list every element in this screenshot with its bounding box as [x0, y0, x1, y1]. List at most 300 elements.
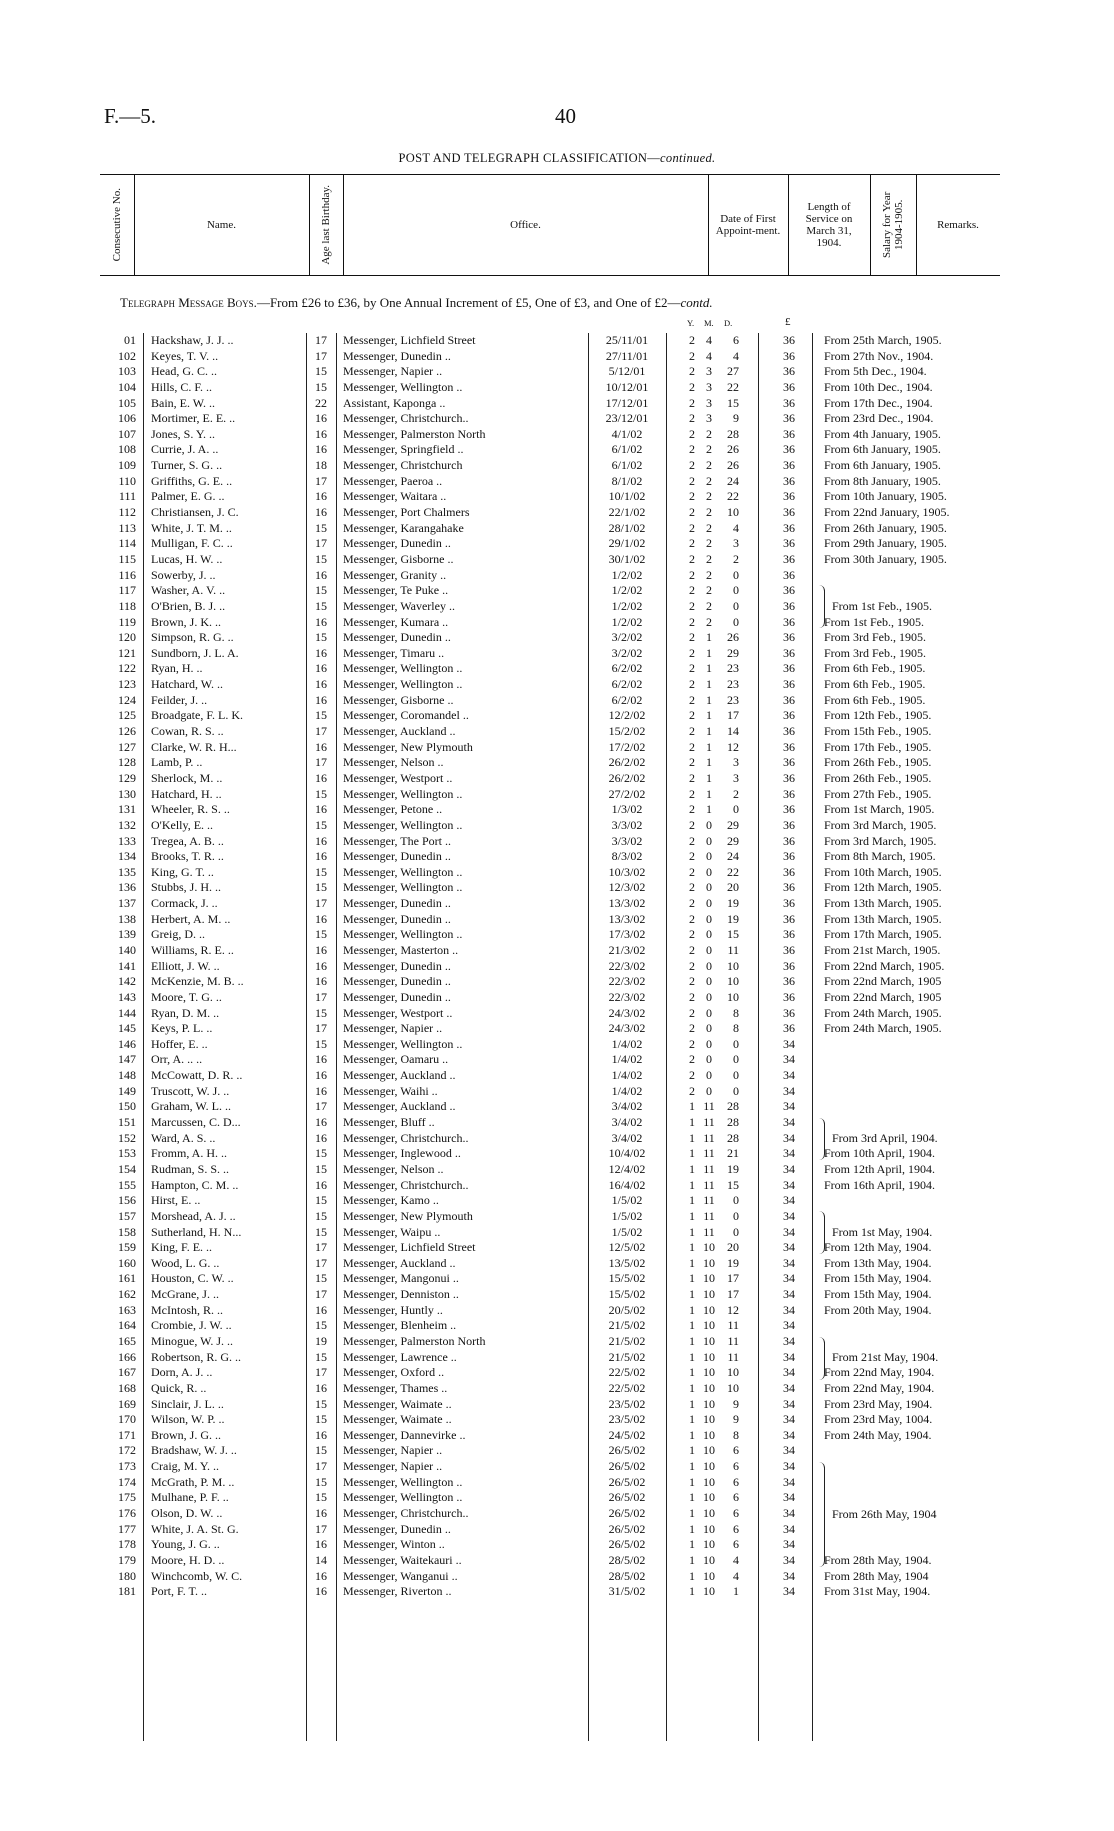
row-years: 1	[689, 1302, 695, 1317]
row-salary: 36	[783, 864, 795, 879]
row-age: 15	[315, 1396, 327, 1411]
row-age: 16	[315, 1427, 327, 1442]
row-salary: 34	[783, 1115, 795, 1130]
row-remark: From 15th May, 1904.	[824, 1271, 932, 1286]
row-years: 2	[689, 395, 695, 410]
row-months: 0	[706, 864, 712, 879]
row-office: Messenger, Oamaru ..	[343, 1052, 449, 1067]
row-date: 24/5/02	[608, 1427, 646, 1442]
row-months: 0	[706, 911, 712, 926]
row-number: 102	[118, 348, 136, 363]
row-months: 10	[703, 1365, 715, 1380]
row-number: 172	[118, 1443, 136, 1458]
table-row	[0, 427, 1114, 443]
row-salary: 36	[783, 426, 795, 441]
row-date: 1/4/02	[611, 1083, 643, 1098]
row-days: 28	[727, 1115, 739, 1130]
table-row	[0, 1178, 1114, 1194]
row-months: 10	[703, 1349, 715, 1364]
row-name: Cowan, R. S. ..	[151, 724, 224, 739]
row-years: 2	[689, 849, 695, 864]
row-office: Messenger, Wellington ..	[343, 817, 463, 832]
row-date: 27/2/02	[608, 786, 646, 801]
row-name: Wilson, W. P. ..	[151, 1412, 225, 1427]
row-number: 158	[118, 1224, 136, 1239]
row-number: 130	[118, 786, 136, 801]
row-name: Hatchard, H. ..	[151, 786, 222, 801]
row-age: 15	[315, 630, 327, 645]
row-months: 1	[706, 724, 712, 739]
row-name: Head, G. C. ..	[151, 364, 217, 379]
row-salary: 36	[783, 802, 795, 817]
row-number: 170	[118, 1412, 136, 1427]
row-days: 6	[733, 1459, 739, 1474]
row-office: Messenger, Wellington ..	[343, 661, 463, 676]
row-months: 2	[706, 489, 712, 504]
row-number: 141	[118, 958, 136, 973]
row-date: 13/5/02	[608, 1255, 646, 1270]
row-salary: 36	[783, 411, 795, 426]
row-name: Keys, P. L. ..	[151, 1021, 213, 1036]
row-years: 2	[689, 473, 695, 488]
row-salary: 36	[783, 551, 795, 566]
row-age: 16	[315, 505, 327, 520]
row-months: 10	[703, 1568, 715, 1583]
row-number: 118	[118, 598, 136, 613]
row-years: 1	[689, 1568, 695, 1583]
row-months: 0	[706, 1083, 712, 1098]
row-days: 15	[727, 927, 739, 942]
row-date: 23/5/02	[608, 1396, 646, 1411]
row-years: 1	[689, 1396, 695, 1411]
row-number: 104	[118, 379, 136, 394]
row-office: Messenger, Dunedin ..	[343, 536, 451, 551]
row-years: 1	[689, 1130, 695, 1145]
row-months: 1	[706, 770, 712, 785]
merged-remark: From 1st Feb., 1905.	[832, 598, 933, 613]
row-remark: From 22nd May, 1904.	[824, 1365, 935, 1380]
row-months: 10	[703, 1506, 715, 1521]
row-months: 0	[706, 880, 712, 895]
row-years: 1	[689, 1208, 695, 1223]
row-date: 8/1/02	[611, 473, 643, 488]
table-row	[0, 1271, 1114, 1287]
row-years: 1	[689, 1177, 695, 1192]
table-row	[0, 1193, 1114, 1209]
row-days: 0	[733, 614, 739, 629]
table-row	[0, 677, 1114, 693]
row-months: 10	[703, 1334, 715, 1348]
row-remark: From 6th Feb., 1905.	[824, 677, 926, 692]
row-months: 1	[706, 739, 712, 754]
row-name: Palmer, E. G. ..	[151, 489, 225, 504]
row-date: 23/12/01	[605, 411, 649, 426]
row-salary: 36	[783, 505, 795, 520]
row-age: 17	[315, 1521, 327, 1536]
row-number: 174	[118, 1474, 136, 1489]
section-title-caps: Telegraph Message Boys.	[120, 295, 257, 310]
row-age: 16	[315, 1380, 327, 1395]
row-salary: 36	[783, 739, 795, 754]
table-row	[0, 865, 1114, 881]
row-months: 1	[706, 755, 712, 770]
row-years: 2	[689, 1068, 695, 1083]
row-office: Messenger, Napier ..	[343, 1459, 443, 1474]
row-months: 1	[706, 645, 712, 660]
row-salary: 34	[783, 1240, 795, 1255]
row-age: 15	[315, 1146, 327, 1161]
row-number: 106	[118, 411, 136, 426]
row-office: Messenger, Christchurch	[343, 458, 463, 473]
row-date: 3/4/02	[611, 1130, 643, 1145]
row-days: 9	[733, 1396, 739, 1411]
row-number: 152	[118, 1130, 136, 1145]
row-days: 11	[727, 1318, 739, 1333]
row-date: 22/5/02	[608, 1365, 646, 1380]
row-remark: From 15th May, 1904.	[824, 1287, 932, 1302]
row-name: Minogue, W. J. ..	[151, 1334, 234, 1348]
row-office: Messenger, Te Puke ..	[343, 583, 449, 598]
row-name: Houston, C. W. ..	[151, 1271, 234, 1286]
unit-years: Y.	[687, 318, 695, 328]
row-days: 26	[727, 442, 739, 457]
row-age: 16	[315, 661, 327, 676]
row-office: Messenger, Dunedin ..	[343, 1521, 451, 1536]
table-row	[0, 1240, 1114, 1256]
row-salary: 36	[783, 536, 795, 551]
row-salary: 34	[783, 1427, 795, 1442]
row-months: 0	[706, 1052, 712, 1067]
row-salary: 36	[783, 911, 795, 926]
row-age: 15	[315, 1208, 327, 1223]
row-age: 16	[315, 411, 327, 426]
row-number: 155	[118, 1177, 136, 1192]
row-date: 30/1/02	[608, 551, 646, 566]
row-office: Messenger, Christchurch..	[343, 1130, 469, 1145]
row-date: 21/5/02	[608, 1349, 646, 1364]
row-name: Ryan, H. ..	[151, 661, 203, 676]
col-header-remarks	[916, 175, 1000, 275]
row-name: Craig, M. Y. ..	[151, 1459, 220, 1474]
row-days: 28	[727, 1130, 739, 1145]
row-months: 2	[706, 520, 712, 535]
table-row	[0, 1475, 1114, 1491]
row-date: 1/2/02	[611, 598, 643, 613]
row-remark: From 25th March, 1905.	[824, 333, 942, 347]
row-number: 177	[118, 1521, 136, 1536]
row-number: 166	[118, 1349, 136, 1364]
row-remark: From 23rd May, 1004.	[824, 1412, 933, 1427]
row-remark: From 29th January, 1905.	[824, 536, 947, 551]
row-age: 16	[315, 1083, 327, 1098]
row-office: Messenger, Wellington ..	[343, 786, 463, 801]
row-date: 15/2/02	[608, 724, 646, 739]
row-salary: 36	[783, 958, 795, 973]
row-name: Brown, J. K. ..	[151, 614, 222, 629]
row-months: 2	[706, 598, 712, 613]
row-salary: 34	[783, 1490, 795, 1505]
row-age: 17	[315, 1459, 327, 1474]
row-name: Orr, A. .. ..	[151, 1052, 203, 1067]
row-days: 0	[733, 1208, 739, 1223]
row-years: 2	[689, 677, 695, 692]
row-months: 10	[703, 1584, 715, 1599]
row-number: 140	[118, 942, 136, 957]
table-row	[0, 724, 1114, 740]
row-salary: 36	[783, 896, 795, 911]
row-years: 1	[689, 1490, 695, 1505]
row-salary: 34	[783, 1177, 795, 1192]
row-years: 1	[689, 1161, 695, 1176]
row-date: 26/5/02	[608, 1537, 646, 1552]
row-days: 10	[727, 1380, 739, 1395]
row-age: 15	[315, 1271, 327, 1286]
row-number: 163	[118, 1302, 136, 1317]
grouping-brace	[818, 1118, 825, 1161]
row-months: 2	[706, 442, 712, 457]
row-name: Currie, J. A. ..	[151, 442, 219, 457]
row-remark: From 1st Feb., 1905.	[824, 614, 925, 629]
row-age: 22	[315, 395, 327, 410]
table-row	[0, 896, 1114, 912]
row-salary: 34	[783, 1584, 795, 1599]
row-days: 15	[727, 395, 739, 410]
col-header-date-label: Date of First Appoint-ment.	[715, 213, 781, 237]
row-number: 147	[118, 1052, 136, 1067]
row-salary: 34	[783, 1568, 795, 1583]
row-years: 2	[689, 551, 695, 566]
row-date: 26/5/02	[608, 1521, 646, 1536]
row-remark: From 22nd January, 1905.	[824, 505, 950, 520]
row-months: 10	[703, 1521, 715, 1536]
row-number: 110	[118, 473, 136, 488]
row-office: Messenger, Auckland ..	[343, 1255, 456, 1270]
row-name: Cormack, J. ..	[151, 896, 218, 911]
table-row	[0, 615, 1114, 631]
row-number: 156	[118, 1193, 136, 1208]
row-name: McIntosh, R. ..	[151, 1302, 223, 1317]
row-office: Messenger, Napier ..	[343, 1021, 443, 1036]
row-days: 28	[727, 1099, 739, 1114]
row-months: 0	[706, 958, 712, 973]
row-number: 157	[118, 1208, 136, 1223]
row-number: 01	[124, 333, 136, 347]
row-name: Wheeler, R. S. ..	[151, 802, 230, 817]
row-years: 1	[689, 1521, 695, 1536]
row-office: Messenger, Lichfield Street	[343, 1240, 476, 1255]
row-remark: From 22nd March, 1905.	[824, 958, 945, 973]
row-age: 16	[315, 833, 327, 848]
table-row	[0, 1537, 1114, 1553]
row-years: 1	[689, 1318, 695, 1333]
row-name: Hirst, E. ..	[151, 1193, 201, 1208]
row-date: 12/2/02	[608, 708, 646, 723]
row-remark: From 10th Dec., 1904.	[824, 379, 933, 394]
row-office: Messenger, Kumara ..	[343, 614, 449, 629]
row-office: Messenger, Dunedin ..	[343, 849, 451, 864]
row-age: 16	[315, 802, 327, 817]
row-office: Messenger, Dunedin ..	[343, 958, 451, 973]
row-months: 4	[706, 348, 712, 363]
row-name: Williams, R. E. ..	[151, 942, 234, 957]
row-remark: From 27th Nov., 1904.	[824, 348, 934, 363]
row-salary: 34	[783, 1036, 795, 1051]
row-date: 12/3/02	[608, 880, 646, 895]
row-years: 2	[689, 567, 695, 582]
row-name: Robertson, R. G. ..	[151, 1349, 241, 1364]
row-years: 2	[689, 817, 695, 832]
row-years: 2	[689, 426, 695, 441]
row-days: 20	[727, 1240, 739, 1255]
row-remark: From 24th March, 1905.	[824, 1021, 942, 1036]
col-header-no-label: Consecutive No.	[111, 188, 123, 262]
table-row	[0, 1381, 1114, 1397]
row-months: 11	[703, 1099, 715, 1114]
row-date: 10/3/02	[608, 864, 646, 879]
row-name: Jones, S. Y. ..	[151, 426, 216, 441]
row-number: 126	[118, 724, 136, 739]
row-age: 15	[315, 1349, 327, 1364]
row-date: 31/5/02	[608, 1584, 646, 1599]
row-remark: From 20th May, 1904.	[824, 1302, 932, 1317]
row-age: 16	[315, 677, 327, 692]
col-header-salary-label: Salary for Year 1904-1905.	[881, 191, 905, 259]
table-row	[0, 1365, 1114, 1381]
row-days: 9	[733, 411, 739, 426]
row-number: 180	[118, 1568, 136, 1583]
table-row	[0, 661, 1114, 677]
row-name: Washer, A. V. ..	[151, 583, 226, 598]
row-number: 127	[118, 739, 136, 754]
row-number: 162	[118, 1287, 136, 1302]
row-days: 12	[727, 739, 739, 754]
row-office: Messenger, Timaru ..	[343, 645, 445, 660]
row-salary: 34	[783, 1099, 795, 1114]
row-years: 1	[689, 1224, 695, 1239]
row-remark: From 10th April, 1904.	[824, 1146, 936, 1161]
row-days: 6	[733, 333, 739, 347]
row-salary: 36	[783, 489, 795, 504]
row-remark: From 26th January, 1905.	[824, 520, 947, 535]
table-row	[0, 630, 1114, 646]
row-age: 14	[315, 1552, 327, 1567]
col-header-office-label: Office.	[510, 219, 541, 231]
row-date: 15/5/02	[608, 1287, 646, 1302]
row-number: 171	[118, 1427, 136, 1442]
row-age: 17	[315, 536, 327, 551]
table-row	[0, 1334, 1114, 1350]
row-remark: From 12th May, 1904.	[824, 1240, 932, 1255]
table-row	[0, 1068, 1114, 1084]
row-name: Graham, W. L. ..	[151, 1099, 231, 1114]
row-age: 16	[315, 442, 327, 457]
row-age: 15	[315, 927, 327, 942]
section-title	[120, 295, 713, 311]
row-date: 28/5/02	[608, 1568, 646, 1583]
row-number: 129	[118, 770, 136, 785]
row-number: 175	[118, 1490, 136, 1505]
row-years: 2	[689, 802, 695, 817]
row-office: Messenger, Palmerston North	[343, 1334, 486, 1348]
row-years: 2	[689, 661, 695, 676]
row-number: 148	[118, 1068, 136, 1083]
row-number: 123	[118, 677, 136, 692]
row-name: Greig, D. ..	[151, 927, 205, 942]
table-row	[0, 1146, 1114, 1162]
row-office: Messenger, Lichfield Street	[343, 333, 476, 347]
row-age: 15	[315, 520, 327, 535]
row-years: 1	[689, 1474, 695, 1489]
merged-remark: From 3rd April, 1904.	[832, 1130, 938, 1145]
table-row	[0, 599, 1114, 615]
row-office: Messenger, Wellington ..	[343, 1474, 463, 1489]
row-years: 2	[689, 942, 695, 957]
row-remark: From 10th January, 1905.	[824, 489, 947, 504]
row-salary: 36	[783, 974, 795, 989]
row-days: 9	[733, 1412, 739, 1427]
table-row	[0, 552, 1114, 568]
row-salary: 34	[783, 1068, 795, 1083]
row-days: 29	[727, 645, 739, 660]
row-months: 10	[703, 1552, 715, 1567]
row-days: 0	[733, 1036, 739, 1051]
row-months: 10	[703, 1318, 715, 1333]
row-age: 16	[315, 911, 327, 926]
row-days: 28	[727, 426, 739, 441]
row-years: 2	[689, 614, 695, 629]
row-date: 4/1/02	[611, 426, 643, 441]
row-months: 3	[706, 379, 712, 394]
row-months: 1	[706, 677, 712, 692]
row-date: 3/4/02	[611, 1099, 643, 1114]
row-name: Port, F. T. ..	[151, 1584, 207, 1599]
table-row	[0, 1115, 1114, 1131]
table-row	[0, 693, 1114, 709]
row-name: Christiansen, J. C.	[151, 505, 239, 520]
row-age: 15	[315, 598, 327, 613]
row-number: 125	[118, 708, 136, 723]
row-number: 161	[118, 1271, 136, 1286]
row-days: 3	[733, 755, 739, 770]
row-months: 1	[706, 708, 712, 723]
row-months: 10	[703, 1302, 715, 1317]
row-months: 1	[706, 692, 712, 707]
row-salary: 36	[783, 458, 795, 473]
row-days: 10	[727, 1365, 739, 1380]
row-remark: From 5th Dec., 1904.	[824, 364, 927, 379]
col-header-age	[309, 175, 344, 275]
row-years: 1	[689, 1271, 695, 1286]
row-months: 2	[706, 473, 712, 488]
row-name: McGrath, P. M. ..	[151, 1474, 235, 1489]
row-days: 29	[727, 833, 739, 848]
row-name: Sinclair, J. L. ..	[151, 1396, 224, 1411]
row-salary: 34	[783, 1130, 795, 1145]
row-days: 8	[733, 1005, 739, 1020]
row-salary: 36	[783, 379, 795, 394]
row-number: 159	[118, 1240, 136, 1255]
row-remark: From 23rd May, 1904.	[824, 1396, 933, 1411]
row-days: 22	[727, 379, 739, 394]
row-date: 17/12/01	[605, 395, 649, 410]
row-years: 1	[689, 1443, 695, 1458]
table-row	[0, 474, 1114, 490]
table-row	[0, 1225, 1114, 1241]
table-row	[0, 1584, 1114, 1600]
row-office: Messenger, Dunedin ..	[343, 896, 451, 911]
unit-pound: £	[785, 316, 791, 328]
row-date: 3/3/02	[611, 833, 643, 848]
